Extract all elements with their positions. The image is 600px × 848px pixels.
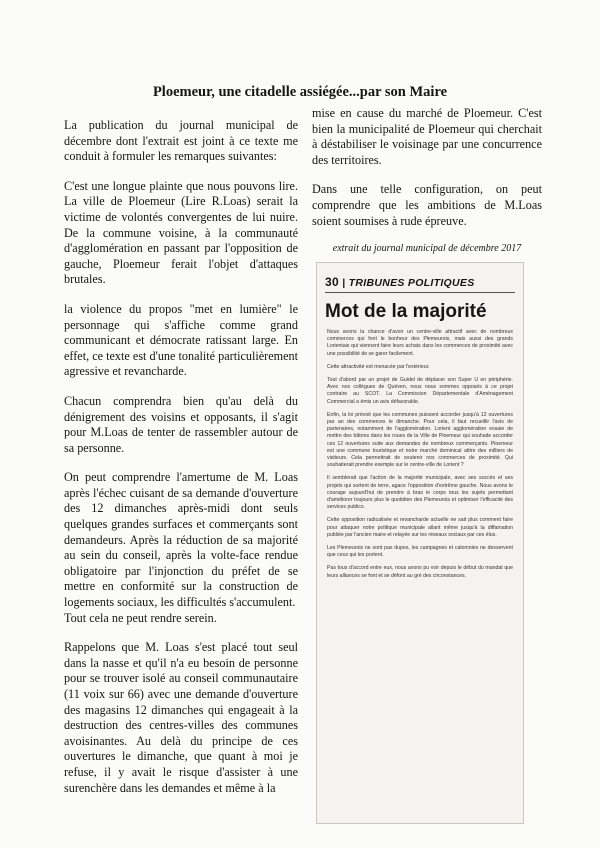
clipping-divider: | (342, 277, 349, 289)
clipping-paragraph: Cette attractivité est menacée par l'extérieur. (327, 363, 430, 370)
paragraph-violence: la violence du propos "met en lumière" le personnage qui s'affiche comme grand communicant et démocrate ratissant large. En effet, ce texte est d'une tonalité particulièrement agressive et revancharde. (64, 301, 298, 379)
paragraph-intro: La publication du journal municipal de décembre dont l'extrait est joint à ce texte me conduit à formuler les remarques suivantes: (64, 118, 298, 164)
clipping-paragraph: Tout d'abord par un projet de Guidel de déplacer son Super U en périphérie. Avec nos collègues de Quéven, nous nous sommes opposés à ce projet contraire au SCOT. La Commission Départementale d'Aménagement Commercial a émis un avis défavorable. (327, 377, 513, 405)
clipping-header (325, 275, 515, 293)
clipping-title: Mot de la majorité (325, 301, 487, 322)
paragraph-marche: mise en cause du marché de Ploemeur. C'est bien la municipalité de Ploemeur qui cherchait à déstabiliser le voisinage par une concurrence des territoires. (312, 106, 542, 167)
clipping-paragraph: Les Plemeurois ne sont pas dupes, les campagnes et calomnies ne desservent que ceux qui les portent. (327, 545, 513, 559)
paragraph-rappelons: Rappelons que M. Loas s'est placé tout seul dans la nasse et qu'il n'a eu besoin de personne pour se trouver isolé au conseil communautaire (11 voix sur 66) avec une demande d'ouverture des magasins 12 dimanches qui engageait à la destruction des centres-villes des communes avoisinantes. Au delà du principe de ces ouvertures le dimanche, que quant à moi je refuse, il y avait le risque d'assister à une surenchère dans les demandes et même à la (64, 640, 298, 795)
paragraph-plainte: C'est une longue plainte que nous pouvons lire. La ville de Ploemeur (Lire R.Loas) serait la victime de volontés convergentes de lui nuire. De la commune voisine, à la communauté d'agglomération en passant par l'opposition de gauche, Ploemeur ferait l'objet d'attaques brutales. (64, 178, 298, 287)
right-column (312, 106, 542, 261)
clipping-page-number: 30 (325, 275, 339, 289)
clipping-caption: extrait du journal municipal de décembre 2017 (332, 243, 522, 255)
clipping-body (327, 329, 513, 580)
clipping-paragraph: Cette opposition radicalisée et revancharde actuelle ne sait plus comment faire pour attaquer notre politique municipale allant même jusqu'à la diffamation publiée par l'ancien maire et relayée sur les réseaux sociaux par ces élus. (327, 517, 513, 538)
paragraph-denigrement: Chacun comprendra bien qu'au delà du dénigrement des voisins et opposants, il s'agit pour M.Loas de tenter de rassembler autour de sa personne. (64, 393, 298, 455)
left-column (64, 118, 298, 810)
clipping-paragraph: Il semblerait que l'action de la majorité municipale, avec ses succès et ses projets qui sortent de terre, agace l'opposition d'extrême gauche. Nous avons le courage aujourd'hui de prendre à bras le corps tous les sujets permettant d'améliorer toujours plus le quotidien des Plemeurois et optimiser l'efficacité des services publics. (327, 475, 513, 511)
clipping-paragraph: Enfin, la loi prévoit que les communes puissent accorder jusqu'à 12 ouvertures par an des commerces le dimanche. Pour cela, il faut recueillir l'avis de partenaires, notamment de l'agglomération. Lorient agglomération essaie de mettre des bâtons dans les roues de la Ville de Ploemeur qui souhaite accorder ces 12 ouvertures suite aux demandes de nombreux commerçants. Ploemeur est une commune touristique et notre marché dominical attire des milliers de visiteurs. Cela permettrait de soutenir nos commerces de proximité. Qui souhaiterait prendre exemple sur le centre-ville de Lorient ? (327, 411, 513, 469)
newspaper-clipping (316, 262, 524, 824)
clipping-paragraph: Nous avons la chance d'avoir un centre-ville attractif avec de nombreux commerces qui font le bonheur des Plemeurois, mais aussi des grands Lorientais qui viennent faire leurs achats dans les commerces de proximité avec une possibilité de se garer facilement. (327, 329, 513, 357)
paragraph-conclusion: Dans une telle configuration, on peut comprendre que les ambitions de M.Loas soient soumises à rude épreuve. (312, 182, 542, 228)
paragraph-serein: Tout cela ne peut rendre serein. (64, 610, 217, 625)
document-title: Ploemeur, une citadelle assiégée...par son Maire (152, 84, 448, 100)
paragraph-amertume: On peut comprendre l'amertume de M. Loas après l'échec cuisant de sa demande d'ouverture des 12 dimanches après-midi dont seuls quelques grandes surfaces et commerçants sont demandeurs. Après la réduction de sa majorité au sein du conseil, après la volte-face rendue obligatoire par l'injonction du préfet de se mettre en conformité sur la construction de logements sociaux, les difficultés s'accumulent. (64, 470, 298, 610)
clipping-paragraph: Pas tous d'accord entre eux, nous avons pu voir depuis le début du mandat que leurs alliances se font et se défont au gré des circonstances. (327, 565, 513, 579)
clipping-section: TRIBUNES POLITIQUES (348, 277, 475, 289)
